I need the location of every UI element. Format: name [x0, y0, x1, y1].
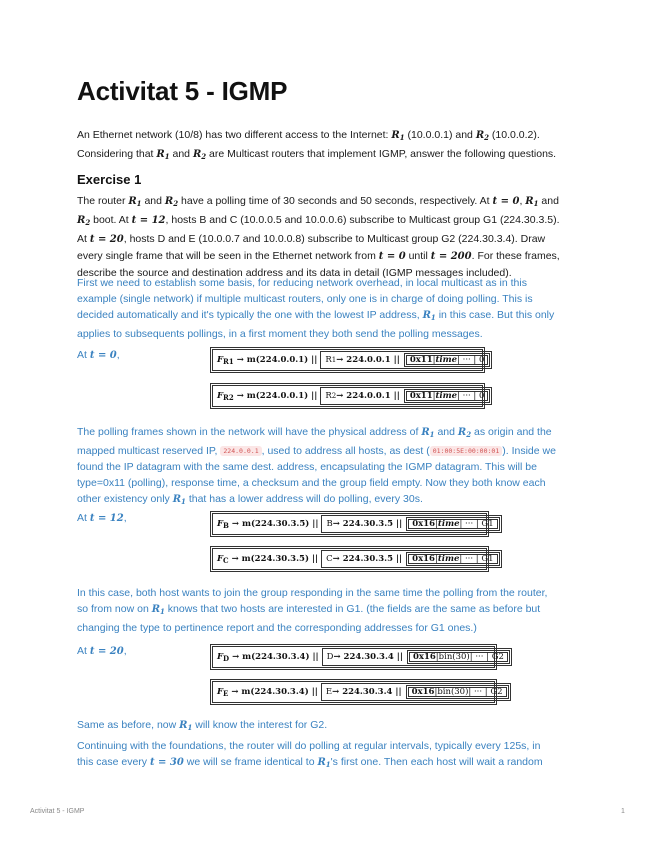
intro-paragraph: An Ethernet network (10/8) has two different access to the Internet: $R_1$ (10.0.0.1) and $R_2$ (10.0.0.2). Considering that $R_1$ and $R_2$ are Multicast routers that implement IGMP, answer the following questions. [77, 129, 557, 161]
answer-paragraph-4: Same as before, now $R_1$ will know the interest for G2. [77, 719, 328, 732]
page-title: Activitat 5 - IGMP [77, 76, 288, 106]
ip-code-badge: 224.0.0.1 [220, 446, 261, 456]
answer-paragraph-3: In this case, both host wants to join the group responding in the same time the polling from the router, so from now on $R_1$ knows that two hosts are interested in G1. (the fields are the same as before but changing the type to pertinence report and the corresponding addresses for G1 ones.) [77, 587, 548, 634]
answer-paragraph-5: Continuing with the foundations, the router will do polling at regular intervals, typically every 125s, in this case every t = 30 we will se frame identical to $R_1's$ first one. Then each host will wait a random [77, 740, 543, 769]
at-t20-label: At t = 20, [77, 645, 127, 657]
mac-code-badge: 01:00:5E:00:00:01 [430, 446, 503, 456]
footer-title: Activitat 5 - IGMP [30, 808, 85, 815]
frame-c-report: $F_C \to m(224.30.3.5)$ || C → 224.30.3.5 || 0x16 | time | ··· | G1 [210, 546, 489, 572]
frame-r1-poll: $F_{R1} \to m(224.0.0.1)$ || R 1 → 224.0.0.1 || 0x11 | time | ··· | 0 [210, 347, 485, 373]
exercise-statement: The router $R_1$ and $R_2$ have a polling time of 30 seconds and 50 seconds, respectively. At t = 0, $R_1$ and $R_2$ boot. At t = 12, hosts B and C (10.0.0.5 and 10.0.0.6) subscribe to Multicast group G1 (224.30.3.5). At t = 20, hosts D and E (10.0.0.7 and 10.0.0.8) subscribe to Multicast group G2 (224.30.3.4). Draw every single frame that will be seen in the Ethernet network from t = 0 until t = 200. For these frames, describe the source and destination address and its data in detail (IGMP messages included). [77, 195, 560, 279]
page-number: 1 [621, 808, 625, 815]
at-t12-label: At t = 12, [77, 512, 127, 524]
exercise-heading: Exercise 1 [77, 172, 142, 187]
at-t0-label: At t = 0, [77, 349, 120, 361]
answer-paragraph-1: First we need to establish some basis, for reducing network overhead, in local multicast as in this example (single network) if multiple multicast routers, only one is in charge of doing polling. This is decided automatically and it's typically the one with the lowest IP address, $R_1$ in this case. But this only applies to subsequents pollings, in a first moment they both send the polling messages. [77, 277, 555, 340]
frame-d-report: $F_D \to m(224.30.3.4)$ || D → 224.30.3.4 || 0x16 | bin(30) | ··· | G2 [210, 644, 497, 670]
frame-e-report: $F_E \to m(224.30.3.4)$ || E → 224.30.3.4 || 0x16 | bin(30) | ··· | G2 [210, 679, 497, 705]
frame-b-report: $F_B \to m(224.30.3.5)$ || B → 224.30.3.5 || 0x16 | time | ··· | G1 [210, 511, 489, 537]
answer-paragraph-2: The polling frames shown in the network will have the physical address of $R_1$ and $R_2$ as origin and the mapped multicast reserved IP, 224.0.0.1 , used to address all hosts, as dest ( 01:00:5E:00:00:01 ). Inside we found the IP datagram with the same dest. address, encapsulating the IGMP datagram. This will be type=0x11 (polling), response time, a checksum and the group field empty. Now they both know each other existency only $R_1$ that has a lower address will do polling, every 30s. [77, 426, 556, 506]
frame-r2-poll: $F_{R2} \to m(224.0.0.1)$ || R 2 → 224.0.0.1 || 0x11 | time | ··· | 0 [210, 383, 485, 409]
